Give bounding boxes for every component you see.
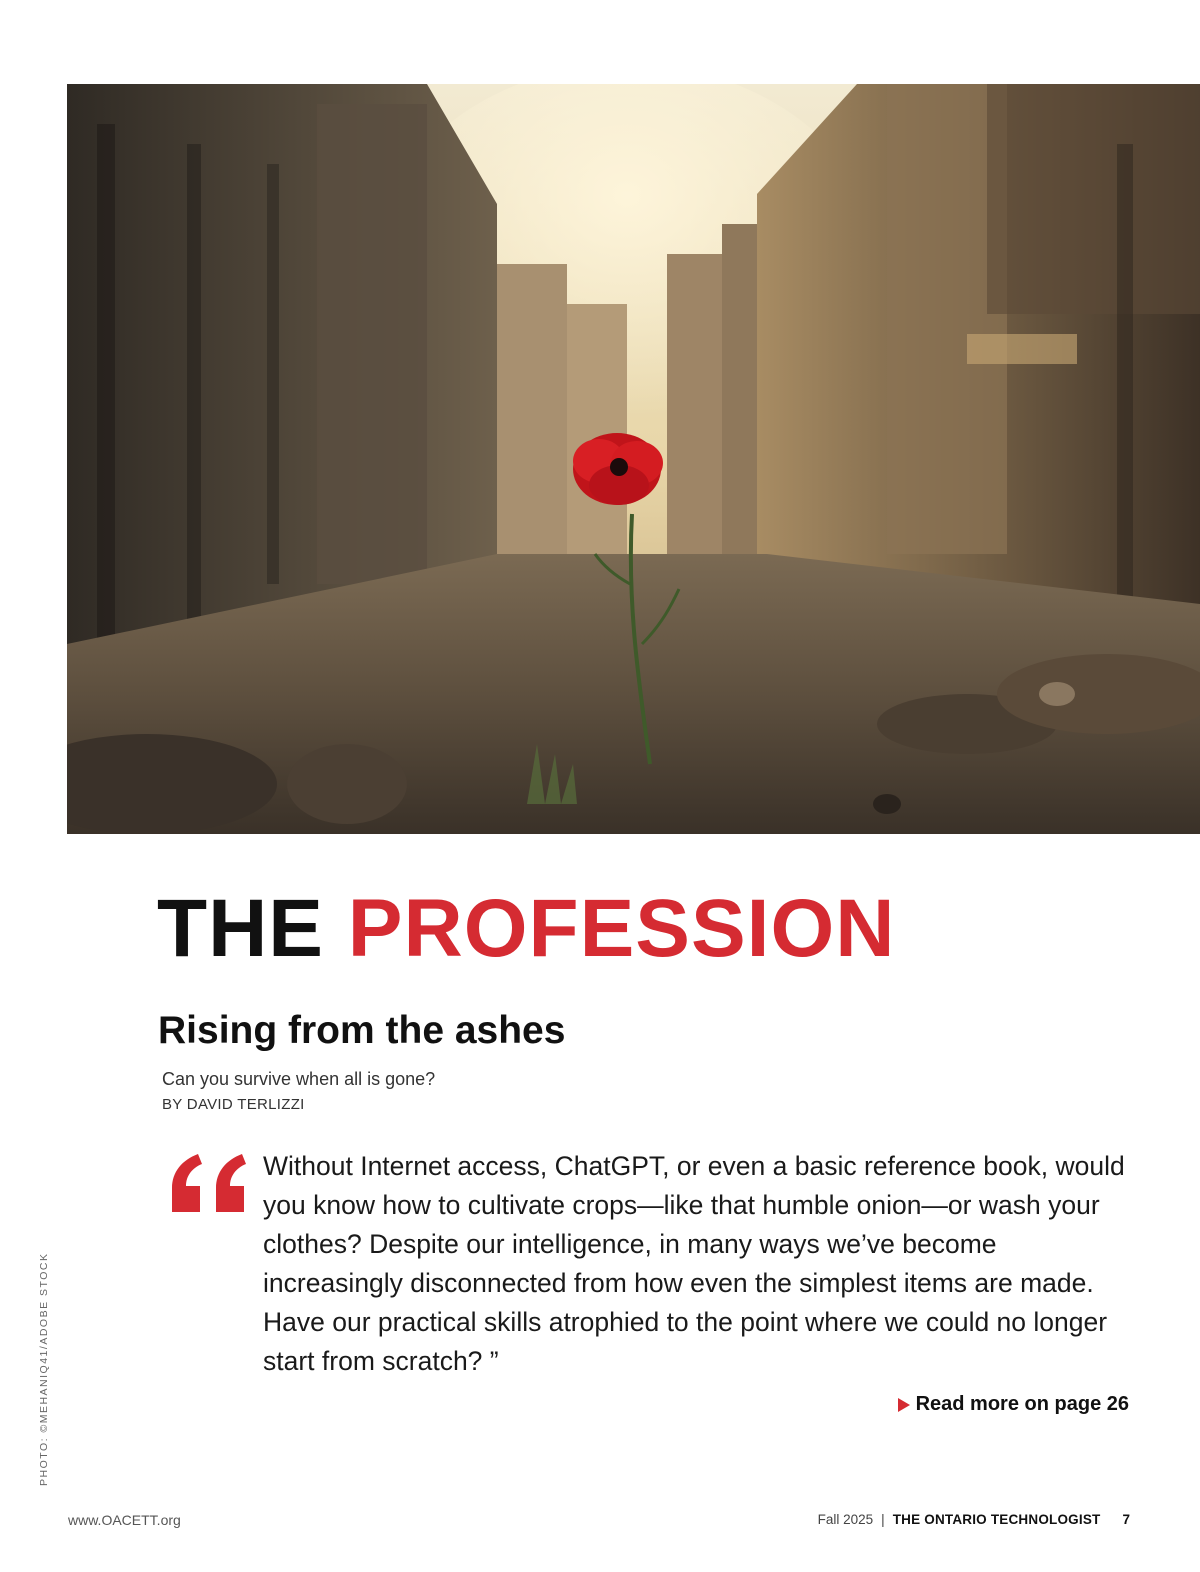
triangle-right-icon <box>898 1398 910 1412</box>
article-deck: Can you survive when all is gone? <box>162 1069 436 1089</box>
section-title <box>157 883 896 974</box>
section-title-word-2: PROFESSION <box>347 883 896 974</box>
photo-credit: PHOTO: ©MEHANIQ41/ADOBE STOCK <box>38 1252 50 1486</box>
footer-page-number: 7 <box>1122 1512 1130 1527</box>
footer-website-link[interactable]: www.OACETT.org <box>68 1512 181 1528</box>
hero-photo <box>67 84 1200 834</box>
read-more-link[interactable] <box>898 1393 1129 1416</box>
article-headline: Rising from the ashes <box>158 1009 566 1052</box>
footer-issue: Fall 2025 <box>817 1512 874 1527</box>
article-byline: BY DAVID TERLIZZI <box>162 1096 305 1113</box>
ruined-street-image <box>67 84 1200 834</box>
read-more-label: Read more on page 26 <box>915 1393 1129 1415</box>
footer-publication: THE ONTARIO TECHNOLOGIST <box>892 1512 1101 1527</box>
quote-mark-icon <box>164 1150 248 1216</box>
section-title-word-1: THE <box>157 883 324 974</box>
pull-quote: Without Internet access, ChatGPT, or even a basic reference book, would you know how to cultivate crops—like that humble onion—or wash your clothes? Despite our intelligence, in many ways we’ve become increasingly disconnected from how even the simplest items are made. Have our practical skills atrophied to the point where we could no longer start from scratch? ” <box>263 1151 1125 1376</box>
footer-issue-info <box>818 1512 1130 1527</box>
footer-separator: | <box>881 1512 885 1527</box>
